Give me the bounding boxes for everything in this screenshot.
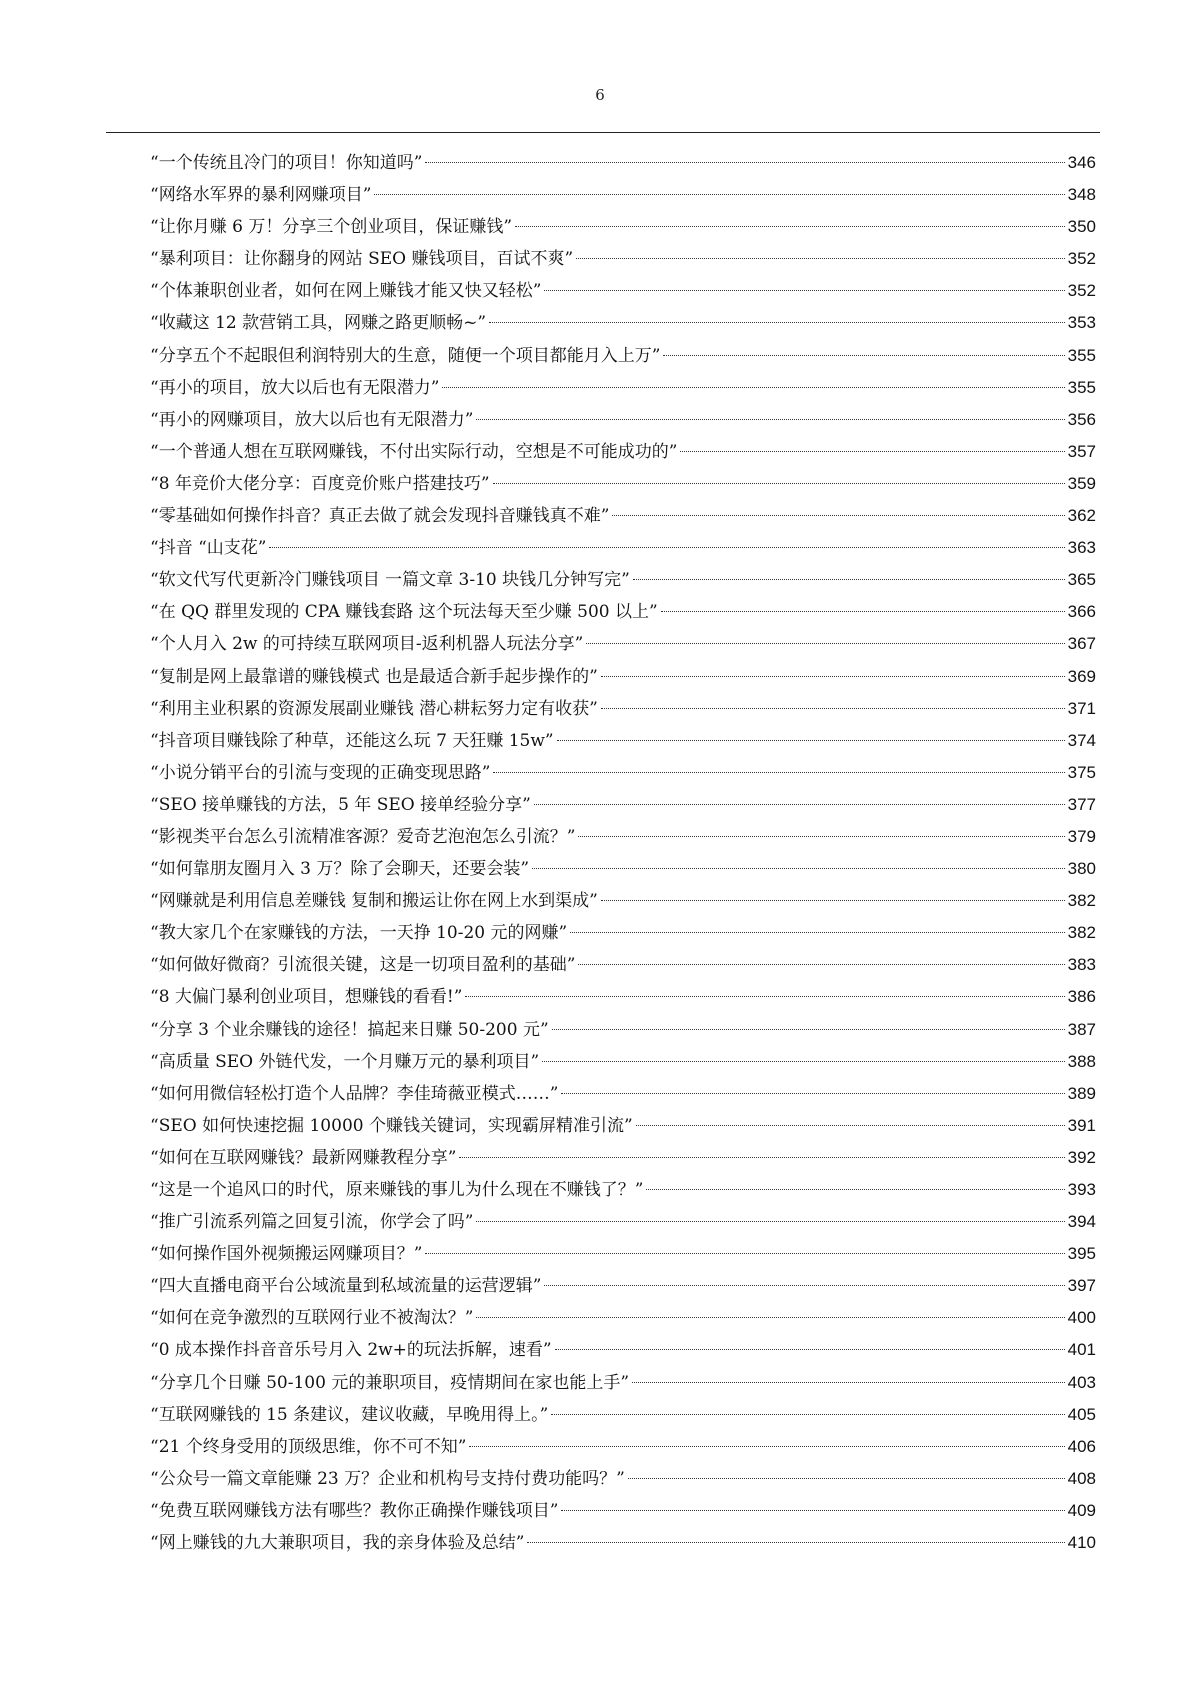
toc-entry[interactable] [150, 821, 1096, 853]
toc-entry-title: “收藏这 12 款营销工具，网赚之路更顺畅~” [150, 313, 487, 334]
toc-entry[interactable] [150, 1174, 1096, 1206]
toc-dot-leader [476, 1317, 1064, 1318]
toc-entry[interactable] [150, 661, 1096, 693]
toc-entry-title: “四大直播电商平台公域流量到私域流量的运营逻辑” [150, 1276, 542, 1297]
toc-entry-page-number: 389 [1067, 1083, 1096, 1103]
toc-entry[interactable] [150, 179, 1096, 211]
toc-dot-leader [646, 1189, 1064, 1190]
toc-entry-title: “复制是网上最靠谱的赚钱模式 也是最适合新手起步操作的” [150, 666, 598, 687]
toc-dot-leader [532, 868, 1065, 869]
toc-entry-title: “0 成本操作抖音音乐号月入 2w+的玩法拆解，速看” [150, 1340, 552, 1361]
toc-entry[interactable] [150, 372, 1096, 404]
toc-entry[interactable] [150, 1431, 1096, 1463]
toc-dot-leader [527, 1542, 1064, 1543]
toc-dot-leader [374, 194, 1064, 195]
toc-dot-leader [534, 804, 1065, 805]
toc-entry[interactable] [150, 725, 1096, 757]
toc-entry[interactable] [150, 532, 1096, 564]
toc-entry-title: “如何在互联网赚钱？最新网赚教程分享” [150, 1147, 457, 1168]
toc-entry-title: “网络水军界的暴利网赚项目” [150, 185, 372, 206]
toc-dot-leader [476, 419, 1064, 420]
toc-dot-leader [578, 964, 1064, 965]
toc-entry-page-number: 355 [1067, 377, 1096, 397]
toc-entry-title: “如何做好微商？引流很关键，这是一切项目盈利的基础” [150, 955, 576, 976]
toc-entry-page-number: 374 [1067, 730, 1096, 750]
toc-entry-page-number: 350 [1067, 217, 1096, 237]
toc-entry[interactable] [150, 1206, 1096, 1238]
toc-entry[interactable] [150, 1238, 1096, 1270]
toc-entry-title: “SEO 如何快速挖掘 10000 个赚钱关键词，实现霸屏精准引流” [150, 1115, 633, 1136]
toc-entry-page-number: 371 [1067, 698, 1096, 718]
toc-entry-page-number: 395 [1067, 1244, 1096, 1264]
toc-entry-page-number: 408 [1067, 1468, 1096, 1488]
toc-entry-page-number: 383 [1067, 955, 1096, 975]
toc-entry-title: “免费互联网赚钱方法有哪些？教你正确操作赚钱项目” [150, 1500, 559, 1521]
toc-dot-leader [544, 1285, 1064, 1286]
toc-dot-leader [576, 258, 1064, 259]
toc-dot-leader [601, 900, 1065, 901]
toc-entry-title: “小说分销平台的引流与变现的正确变现思路” [150, 762, 491, 783]
toc-entry-page-number: 409 [1067, 1500, 1096, 1520]
toc-dot-leader [476, 1221, 1064, 1222]
toc-entry[interactable] [150, 1463, 1096, 1495]
toc-entry[interactable] [150, 1399, 1096, 1431]
toc-entry-page-number: 356 [1067, 409, 1096, 429]
toc-entry-page-number: 410 [1067, 1533, 1096, 1553]
toc-entry-title: “零基础如何操作抖音？真正去做了就会发现抖音赚钱真不难” [150, 506, 610, 527]
toc-entry-page-number: 386 [1067, 987, 1096, 1007]
toc-entry-page-number: 346 [1067, 153, 1096, 172]
toc-entry-title: “一个传统且冷门的项目！你知道吗” [150, 153, 423, 173]
toc-entry-page-number: 401 [1067, 1340, 1096, 1360]
toc-entry-title: “影视类平台怎么引流精准客源？爱奇艺泡泡怎么引流？” [150, 826, 576, 847]
toc-dot-leader [459, 1157, 1064, 1158]
toc-dot-leader [601, 676, 1065, 677]
toc-entry-page-number: 403 [1067, 1372, 1096, 1392]
toc-entry-title: “在 QQ 群里发现的 CPA 赚钱套路 这个玩法每天至少赚 500 以上” [150, 602, 658, 623]
toc-dot-leader [552, 1029, 1065, 1030]
toc-entry-title: “如何用微信轻松打造个人品牌？李佳琦薇亚模式……” [150, 1083, 559, 1104]
toc-entry[interactable] [150, 275, 1096, 307]
toc-entry-page-number: 393 [1067, 1180, 1096, 1199]
toc-entry-page-number: 406 [1067, 1436, 1096, 1456]
toc-entry-page-number: 365 [1067, 570, 1096, 590]
toc-entry-title: “再小的项目，放大以后也有无限潜力” [150, 377, 440, 398]
toc-entry-title: “抖音 “山支花” [150, 538, 267, 559]
toc-entry-page-number: 363 [1067, 538, 1096, 558]
toc-entry-page-number: 348 [1067, 185, 1096, 205]
toc-entry-page-number: 379 [1067, 826, 1096, 846]
toc-entry[interactable] [150, 1527, 1096, 1559]
toc-entry[interactable] [150, 1110, 1096, 1142]
toc-entry-page-number: 369 [1067, 666, 1096, 686]
toc-entry-page-number: 391 [1067, 1115, 1096, 1135]
toc-entry-title: “网上赚钱的九大兼职项目，我的亲身体验及总结” [150, 1533, 525, 1554]
toc-entry[interactable] [150, 1367, 1096, 1399]
toc-entry[interactable] [150, 468, 1096, 500]
toc-entry[interactable] [150, 693, 1096, 725]
toc-entry-page-number: 392 [1067, 1147, 1096, 1167]
toc-entry-title: “分享五个不起眼但利润特别大的生意，随便一个项目都能月入上万” [150, 345, 661, 366]
toc-entry[interactable] [150, 853, 1096, 885]
toc-entry-page-number: 400 [1067, 1308, 1096, 1328]
toc-entry-page-number: 387 [1067, 1019, 1096, 1039]
toc-dot-leader [636, 1125, 1065, 1126]
toc-entry-page-number: 382 [1067, 891, 1096, 911]
page-number: 6 [595, 86, 605, 104]
toc-dot-leader [542, 1061, 1064, 1062]
toc-entry-title: “个体兼职创业者，如何在网上赚钱才能又快又轻松” [150, 281, 542, 302]
toc-entry-page-number: 405 [1067, 1404, 1096, 1424]
toc-entry-title: “如何在竞争激烈的互联网行业不被淘汰？” [150, 1308, 474, 1329]
toc-entry[interactable] [150, 211, 1096, 243]
toc-entry-title: “如何操作国外视频搬运网赚项目？” [150, 1244, 423, 1265]
toc-entry[interactable] [150, 1302, 1096, 1334]
toc-dot-leader [663, 355, 1064, 356]
toc-dot-leader [489, 322, 1065, 323]
toc-entry[interactable] [150, 917, 1096, 949]
toc-entry-title: “推广引流系列篇之回复引流，你学会了吗” [150, 1212, 474, 1233]
toc-entry[interactable] [150, 340, 1096, 372]
toc-entry[interactable] [150, 404, 1096, 436]
toc-dot-leader [586, 643, 1064, 644]
toc-entry-title: “如何靠朋友圈月入 3 万？除了会聊天，还要会装” [150, 859, 530, 880]
toc-entry[interactable] [150, 1014, 1096, 1046]
toc-dot-leader [544, 290, 1064, 291]
toc-entry-title: “个人月入 2w 的可持续互联网项目-返利机器人玩法分享” [150, 634, 584, 655]
toc-entry[interactable] [150, 243, 1096, 275]
toc-entry-title: “这是一个追风口的时代，原来赚钱的事儿为什么现在不赚钱了？” [150, 1180, 644, 1200]
toc-entry[interactable] [150, 789, 1096, 821]
toc-entry-title: “网赚就是利用信息差赚钱 复制和搬运让你在网上水到渠成” [150, 891, 598, 912]
toc-entry-page-number: 394 [1067, 1212, 1096, 1232]
toc-entry[interactable] [150, 436, 1096, 468]
toc-entry-title: “抖音项目赚钱除了种草，还能这么玩 7 天狂赚 15w” [150, 730, 554, 751]
toc-entry-title: “分享几个日赚 50-100 元的兼职项目，疫情期间在家也能上手” [150, 1372, 630, 1393]
toc-dot-leader [632, 1382, 1065, 1383]
toc-entry-title: “让你月赚 6 万！分享三个创业项目，保证赚钱” [150, 217, 513, 238]
toc-entry[interactable] [150, 757, 1096, 789]
toc-dot-leader [601, 708, 1065, 709]
toc-entry[interactable] [150, 885, 1096, 917]
toc-dot-leader [612, 515, 1064, 516]
toc-entry[interactable] [150, 1046, 1096, 1078]
toc-entry[interactable] [150, 307, 1096, 339]
toc-entry-title: “SEO 接单赚钱的方法，5 年 SEO 接单经验分享” [150, 794, 531, 815]
table-of-contents [150, 147, 1096, 1559]
toc-dot-leader [269, 547, 1064, 548]
toc-dot-leader [578, 836, 1064, 837]
toc-entry-title: “分享 3 个业余赚钱的途径！搞起来日赚 50-200 元” [150, 1019, 549, 1040]
toc-entry-page-number: 352 [1067, 281, 1096, 301]
toc-entry-title: “教大家几个在家赚钱的方法，一天挣 10-20 元的网赚” [150, 923, 568, 944]
toc-entry-title: “软文代写代更新冷门赚钱项目 一篇文章 3-10 块钱几分钟写完” [150, 570, 630, 591]
toc-entry[interactable] [150, 147, 1096, 179]
toc-entry-title: “利用主业积累的资源发展副业赚钱 潜心耕耘努力定有收获” [150, 698, 598, 719]
toc-entry-page-number: 397 [1067, 1276, 1096, 1296]
toc-entry[interactable] [150, 1270, 1096, 1302]
toc-entry-page-number: 380 [1067, 859, 1096, 879]
toc-entry-page-number: 388 [1067, 1051, 1096, 1071]
toc-dot-leader [557, 740, 1065, 741]
toc-entry-page-number: 382 [1067, 923, 1096, 943]
toc-dot-leader [633, 579, 1065, 580]
toc-dot-leader [469, 1446, 1064, 1447]
toc-entry-page-number: 352 [1067, 249, 1096, 269]
toc-dot-leader [425, 1253, 1064, 1254]
toc-dot-leader [570, 932, 1064, 933]
toc-entry[interactable] [150, 1142, 1096, 1174]
toc-entry[interactable] [150, 564, 1096, 596]
toc-entry-title: “暴利项目：让你翻身的网站 SEO 赚钱项目，百试不爽” [150, 249, 574, 270]
toc-entry-page-number: 366 [1067, 602, 1096, 622]
toc-entry[interactable] [150, 1495, 1096, 1527]
toc-entry-page-number: 355 [1067, 345, 1096, 365]
toc-dot-leader [425, 162, 1064, 163]
header-rule [106, 132, 1100, 133]
toc-entry-title: “21 个终身受用的顶级思维，你不可不知” [150, 1436, 467, 1457]
toc-dot-leader [561, 1093, 1064, 1094]
toc-entry-title: “高质量 SEO 外链代发，一个月赚万元的暴利项目” [150, 1051, 540, 1072]
toc-dot-leader [551, 1414, 1064, 1415]
toc-entry-title: “8 大偏门暴利创业项目，想赚钱的看看!” [150, 987, 463, 1008]
toc-entry-page-number: 359 [1067, 473, 1096, 493]
toc-entry-page-number: 362 [1067, 506, 1096, 526]
toc-entry-title: “一个普通人想在互联网赚钱，不付出实际行动，空想是不可能成功的” [150, 441, 678, 462]
toc-dot-leader [515, 226, 1065, 227]
toc-dot-leader [493, 483, 1065, 484]
toc-entry-title: “再小的网赚项目，放大以后也有无限潜力” [150, 409, 474, 430]
toc-entry[interactable] [150, 1078, 1096, 1110]
toc-entry-page-number: 367 [1067, 634, 1096, 654]
toc-dot-leader [661, 611, 1065, 612]
toc-dot-leader [555, 1349, 1065, 1350]
toc-entry[interactable] [150, 628, 1096, 660]
toc-dot-leader [561, 1510, 1064, 1511]
toc-dot-leader [442, 387, 1064, 388]
toc-dot-leader [628, 1478, 1065, 1479]
toc-dot-leader [465, 996, 1064, 997]
toc-entry-page-number: 353 [1067, 313, 1096, 333]
toc-entry[interactable] [150, 949, 1096, 981]
toc-entry-title: “互联网赚钱的 15 条建议，建议收藏，早晚用得上。” [150, 1404, 549, 1425]
toc-entry[interactable] [150, 596, 1096, 628]
toc-entry-page-number: 357 [1067, 441, 1096, 461]
toc-entry[interactable] [150, 500, 1096, 532]
toc-entry-title: “8 年竞价大佬分享：百度竞价账户搭建技巧” [150, 473, 490, 494]
toc-dot-leader [493, 772, 1064, 773]
toc-entry[interactable] [150, 1334, 1096, 1366]
toc-entry[interactable] [150, 981, 1096, 1013]
toc-dot-leader [680, 451, 1064, 452]
toc-entry-page-number: 375 [1067, 762, 1096, 782]
toc-entry-title: “公众号一篇文章能赚 23 万？企业和机构号支持付费功能吗？” [150, 1468, 625, 1489]
toc-entry-page-number: 377 [1067, 794, 1096, 814]
